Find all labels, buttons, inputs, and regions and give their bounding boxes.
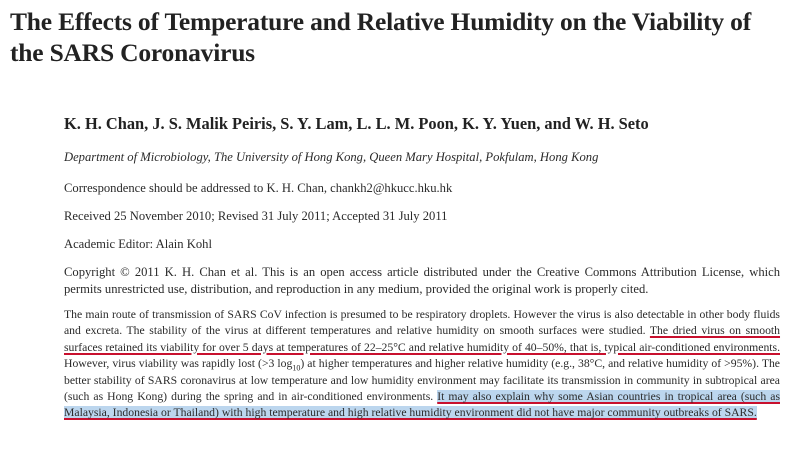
paper-title: The Effects of Temperature and Relative Humidity on the Viability of the SARS Coronavirus xyxy=(10,7,751,67)
blue-highlight: It may also explain why some Asian countries in tropical area (such as Malaysia, Indonesia or Thailand) with high temperature and high relative humidity environment did not have major community outbreaks of SARS. xyxy=(64,390,780,420)
author-list: K. H. Chan, J. S. Malik Peiris, S. Y. Lam, L. L. M. Poon, K. Y. Yuen, and W. H. Seto xyxy=(64,114,649,133)
affiliation: Department of Microbiology, The University of Hong Kong, Queen Mary Hospital, Pokfulam, Hong Kong xyxy=(64,150,599,164)
abstract xyxy=(64,307,780,422)
abstract-middle-cont: ) at higher temperatures and higher relative humidity (e.g., 38°C, and relative humidity of >95%). The better stability of SARS coronavirus at low temperature and low humidity environment may facilitate its transmission in community in subtropical area (such as Hong Kong) during the spring and in air-conditioned environments. xyxy=(64,357,780,404)
submission-dates: Received 25 November 2010; Revised 31 July 2011; Accepted 31 July 2011 xyxy=(64,209,448,223)
log-subscript: 10 xyxy=(292,363,301,373)
academic-editor: Academic Editor: Alain Kohl xyxy=(64,237,212,251)
red-underline-highlight: The dried virus on smooth surfaces retained its viability for over 5 days at temperatures of 22–25°C and relative humidity of 40–50%, that is, typical air-conditioned environments. xyxy=(64,324,781,354)
copyright-notice: Copyright © 2011 K. H. Chan et al. This is an open access article distributed under the Creative Commons Attribution License, which permits unrestricted use, distribution, and reproduction in any medium, provided the original work is properly cited. xyxy=(64,265,780,296)
abstract-intro: The main route of transmission of SARS CoV infection is presumed to be respiratory droplets. However the virus is also detectable in other body fluids and excreta. The stability of the virus at different temperatures and relative humidity on smooth surfaces were studied. xyxy=(64,308,780,338)
abstract-middle: However, virus viability was rapidly lost (>3 log xyxy=(64,357,293,371)
correspondence: Correspondence should be addressed to K. H. Chan, chankh2@hkucc.hku.hk xyxy=(64,181,453,195)
